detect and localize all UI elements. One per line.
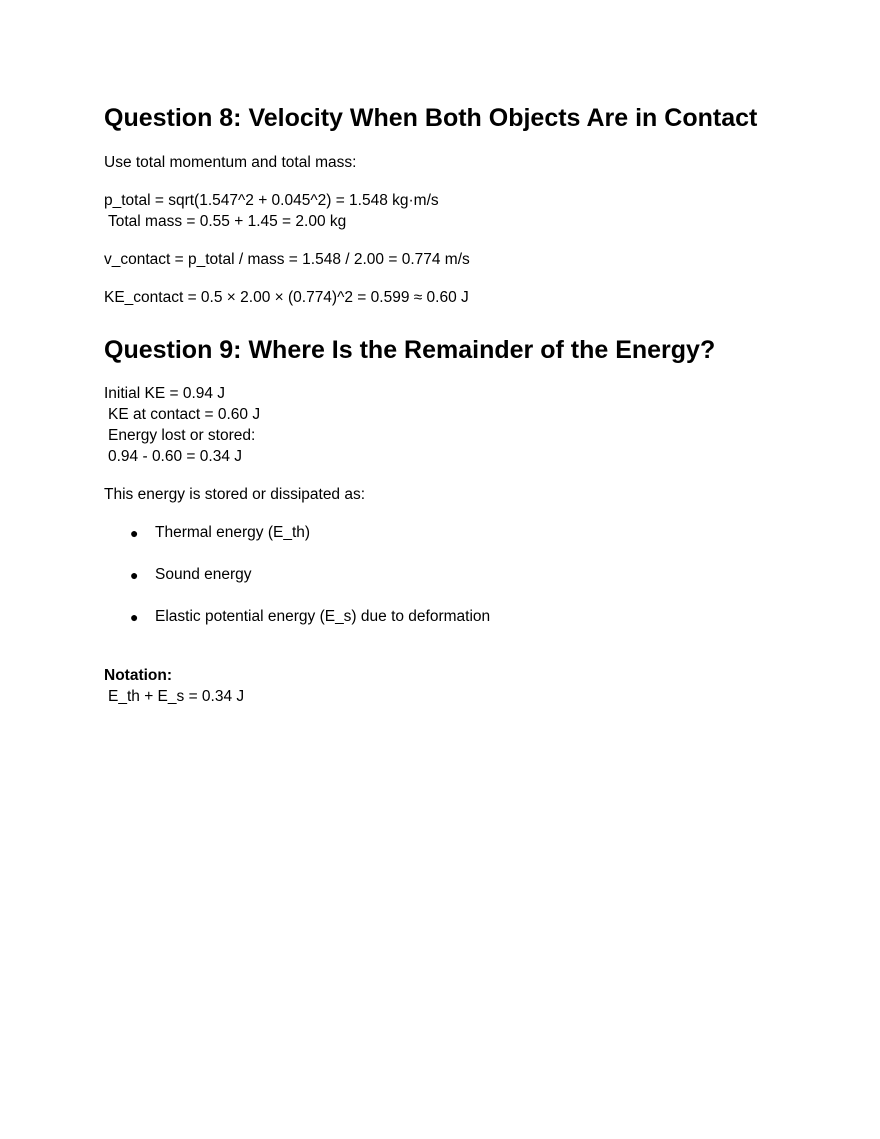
question-8-heading: Question 8: Velocity When Both Objects Are in Contact <box>104 104 758 132</box>
initial-ke-text: Initial KE = 0.94 J <box>104 385 226 402</box>
notation-equation: E_th + E_s = 0.34 J <box>108 688 245 705</box>
list-item-text: Thermal energy (E_th) <box>155 524 311 541</box>
bullet-icon: ● <box>130 525 139 541</box>
dissipated-intro-text: This energy is stored or dissipated as: <box>104 486 366 503</box>
question-9-heading: Question 9: Where Is the Remainder of the Energy? <box>104 336 716 364</box>
list-item-text: Sound energy <box>155 566 252 583</box>
ke-contact-equation: KE_contact = 0.5 × 2.00 × (0.774)^2 = 0.599 ≈ 0.60 J <box>104 289 469 306</box>
list-item-text: Elastic potential energy (E_s) due to deformation <box>155 608 491 625</box>
bullet-icon: ● <box>130 567 139 583</box>
q8-intro-text: Use total momentum and total mass: <box>104 154 357 171</box>
notation-label: Notation: <box>104 667 173 684</box>
p-total-equation: p_total = sqrt(1.547^2 + 0.045^2) = 1.548 kg·m/s <box>104 192 439 209</box>
ke-at-contact-text: KE at contact = 0.60 J <box>108 406 261 423</box>
total-mass-equation: Total mass = 0.55 + 1.45 = 2.00 kg <box>108 213 347 230</box>
energy-lost-equation: 0.94 - 0.60 = 0.34 J <box>108 448 242 465</box>
energy-lost-label: Energy lost or stored: <box>108 427 256 444</box>
bullet-icon: ● <box>130 609 139 625</box>
v-contact-equation: v_contact = p_total / mass = 1.548 / 2.00 = 0.774 m/s <box>104 251 470 268</box>
